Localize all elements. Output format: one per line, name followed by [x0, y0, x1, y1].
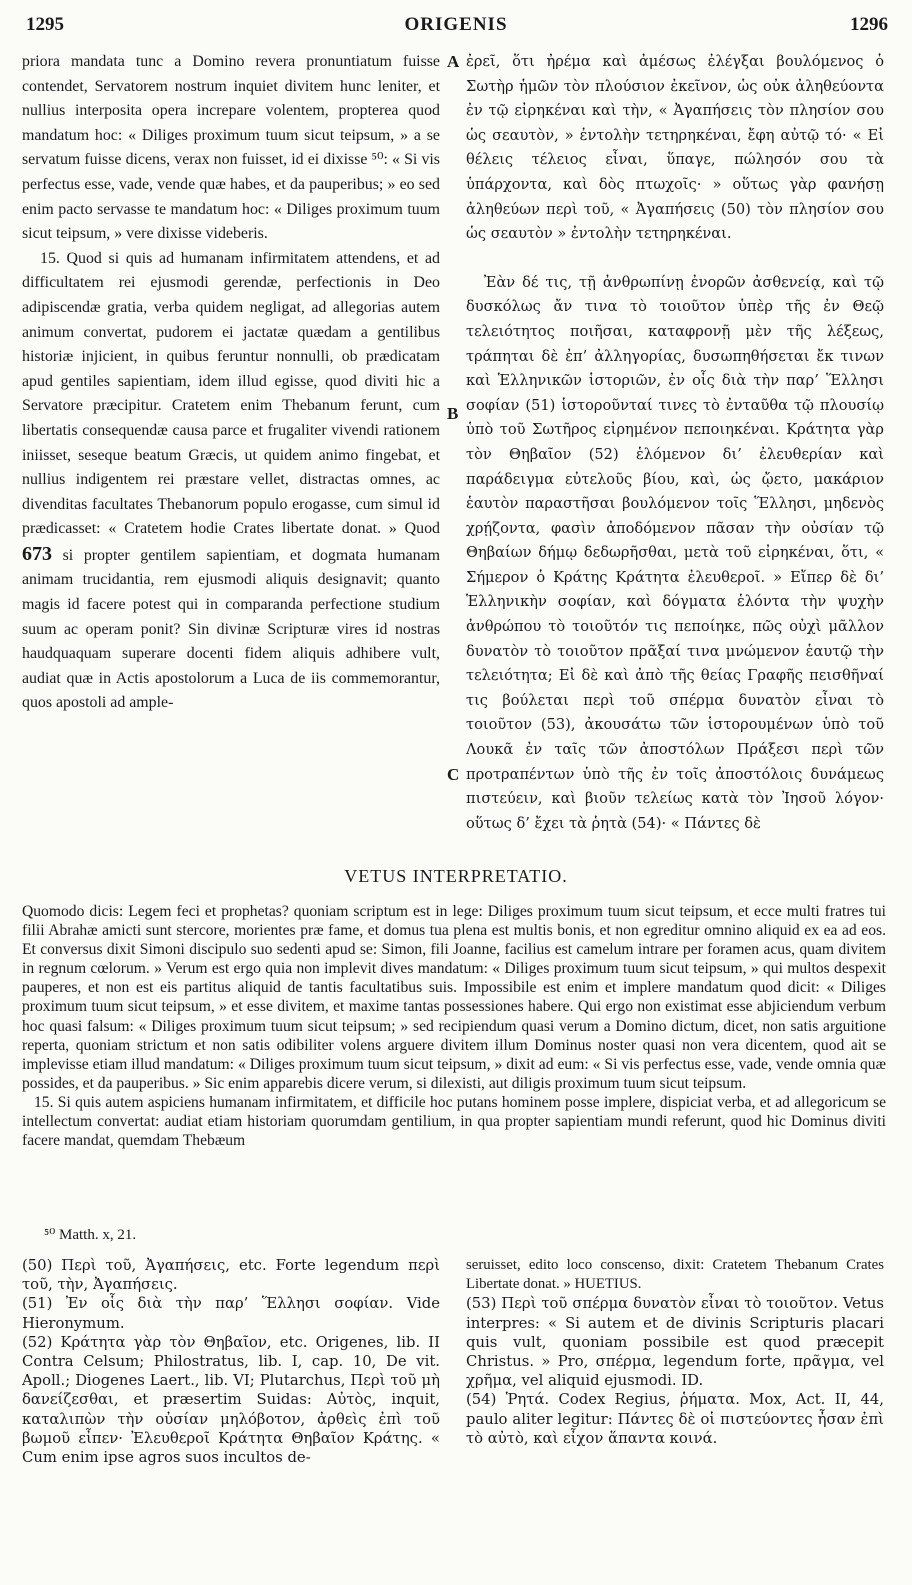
margin-column-number: 673 — [22, 542, 52, 565]
greek-paragraph-2: Ἐὰν δέ τις, τῇ ἀνθρωπίνῃ ἐνορῶν ἀσθενείᾳ, καὶ τῷ δυσκόλως ἄν τινα τὸ τοιοῦτον ὑπὲρ τῆς ἐν Θεῷ τελειότητος ποιῆσαι, καταφρονῇ μὲν τῆς λέξεως, τράπηται δὲ ἐπ’ ἀλληγορίας, δυσωπηθήσεται ἔκ τινων καὶ Ἑλληνικῶν ἱστοριῶν, ἐν οἷς διὰ τὴν παρ’ Ἕλλησι σοφίαν (51) ἱστοροῦνταί τινες τὸ ἐνταῦθα τῷ πλουσίῳ ὑπὸ τοῦ Σωτῆρος εἰρημένον πεποιηκέναι. Κράτητα γὰρ τὸν Θηβαῖον (52) ἑλόμενον δι’ ἐλευθερίαν καὶ παράδειγμα εὐτελοῦς βίου, καὶ, ὡς ᾤετο, μακάριον ἑαυτὸν παραστῆσαι βουλόμενον τοῖς Ἕλλησι, μηδενὸς χρῄζοντα, φασὶν ἀποδόμενον πᾶσαν τὴν οὐσίαν τῷ Θηβαίων δήμῳ δεδωρῆσθαι, μετὰ τοῦ εἰρηκέναι, ὅτι, « Σήμερον ὁ Κράτης Κράτητα ἐλευθεροῖ. » Εἴπερ δὲ δι’ Ἑλληνικὴν σοφίαν, καὶ δόγματα ἑλόντα τὴν ψυχὴν ἀνθρώπου τὸ τοιοῦτόν τις πεποίηκε, πῶς οὐχὶ μᾶλλον δυνατὸν τὸ τοιοῦτον πρᾶξαί τινα μνώμενον ἑαυτῷ τὴν τελειότητα; Εἰ δὲ καὶ ἀπὸ τῆς θείας Γραφῆς πεισθῆναί τις βούλεται περὶ τοῦ σπέρμα δυνατὸν εἶναι τὸ τοιοῦτον (53), ἀκουσάτω τῶν ἱστορουμένων ὑπὸ τοῦ Λουκᾶ ἐν ταῖς τῶν ἀποστόλων Πράξεσι περὶ τῶν προτραπέντων ὑπὸ τῆς ἐν τοῖς ἀποστόλοις δυνάμεως πιστεύειν, καὶ βιοῦν τελείως κατὰ τὸν Ἰησοῦ λόγον· οὕτως δ’ ἔχει τὰ ῥητὰ (54)· « Πάντες δὲ — [466, 273, 884, 832]
note-50: (50) Περὶ τοῦ, Ἀγαπήσεις, etc. Forte legendum περὶ τοῦ, τὴν, Ἀγαπήσεις. — [22, 1257, 440, 1294]
running-title: ORIGENIS — [404, 14, 508, 35]
greek-column — [466, 50, 884, 836]
vetus-interpretatio-title: VETUS INTERPRETATIO. — [344, 866, 568, 886]
latin-paragraph-2-text-a: 15. Quod si quis ad humanam infirmitatem attendens, et ad difficultatem rei ejusmodi gerendæ, perfectionis in Deo adipiscendæ gratia, verba quidem negligat, ad allegorias autem animum convertat, pudorem ei jactatæ quædam a gentilibus historiæ injicient, in quibus feruntur nonnulli, ob prædicatam apud gentiles sapientiam, idem illud egisse, quod diviti hic a Servatore præcipitur. Cratetem enim Thebanum ferunt, cum libertatis consequendæ causa parce et frugaliter vivendi rationem iniisset, seseque beatum Græcis, ut quidem animo fingebat, et nullius indigentem rei præstare vellet, distractas omnes, ac divenditas facultates Thebanorum populo erogasse, cum simul id prædicasset: « Cratetem hodie Crates libertate donat. » Quod — [22, 249, 440, 538]
notes-left-column — [22, 1256, 440, 1467]
footnote-50-reference: ⁵⁰ Matth. x, 21. — [44, 1227, 137, 1243]
note-53: (53) Περὶ τοῦ σπέρμα δυνατὸν εἶναι τὸ τοιοῦτον. Vetus interpres: « Si autem et de divinis Scripturis placari quis vult, quoniam possibile est quod præcepit Christus. » Pro, σπέρμα, legendum forte, πρᾶγμα, vel χρῆμα, vel aliquid ejusmodi. ID. — [466, 1295, 884, 1390]
latin-column — [22, 50, 440, 716]
note-52-continuation: seruisset, edito loco conscenso, dixit: Cratetem Thebanum Crates Libertate donat. » HUETIUS. — [466, 1257, 884, 1293]
latin-paragraph-2-start — [22, 247, 440, 716]
right-page-number: 1296 — [850, 14, 888, 35]
section-marker-b: B — [447, 404, 459, 423]
note-52: (52) Κράτητα γὰρ τὸν Θηβαῖον, etc. Origenes, lib. II Contra Celsum; Philostratus, lib. I, cap. 10, De vit. Apoll.; Diogenes Laert., lib. VI; Plutarchus, Περὶ τοῦ μὴ δανείζεσθαι, et præsertim Suidas: Αὐτὸς, inquit, καταλιπὼν τὴν οὐσίαν μηλόβοτον, ἀρθεὶς ἐπὶ τοῦ βωμοῦ εἶπεν· Ἐλευθεροῖ Κράτητα Θηβαῖον Κράτης. « Cum enim ipse agros suos incultos de- — [22, 1333, 440, 1467]
vetus-paragraph-1: Quomodo dicis: Legem feci et prophetas? quoniam scriptum est in lege: Diliges proximum tuum sicut teipsum, et ecce multi fratres tui filii Abrahæ amicti sunt stercore, morientes præ fame, et domus tua plena est multis bonis, et non egreditur omnino aliquid ex ea ad eos. Et conversus dixit Simoni discipulo suo sedenti apud se: Simon, fili Joanne, facilius est camelum intrare per foramen acus, quam divitem in regnum cœlorum. » Verum est ergo quia non implevit dives mandatum: « Diliges proximum tuum sicut teipsum, » qui multos despexit pauperes, et non est eis partitus aliquid de tantis facultatibus suis. Impossibile est enim et implere mandatum quod dicit: « Diliges proximum tuum sicut teipsum, » et esse divitem, et maxime tantas possessiones habere. Qui ergo non existimat esse abjiciendum verbum hoc quasi falsum: « Diliges proximum tuum sicut teipsum; » sed recipiendum quasi verum a Domino dictum, dicet, non satis arguitione reperta, quoniam strictum et non satis odibiliter volens arguere divitem illum Dominus noster quasi non vera dicentem, quod ait se implevisse etiam illud mandatum: « Diliges proximum tuum sicut teipsum, » dixit ad eum: « Si vis perfectus esse, vade, vende omnia quæ possides, et da pauperibus. » Sic enim apparebis dicere verum, si dilexisti, aut diligis proximum tuum sicut teipsum. — [22, 903, 886, 1092]
vetus-interpretatio-text — [22, 902, 886, 1150]
latin-paragraph-1: priora mandata tunc a Domino revera pronuntiatum fuisse contendet, Servatorem nostrum inquiet divitem hunc leniter, et nullius interposita opera increpare volentem, propterea quod mandatum hoc: « Diliges proximum tuum sicut teipsum, » a se servatum fuisse dicens, verax non fuisset, id ei dixisse ⁵⁰: « Si vis perfectus esse, vade, vende quæ habes, et da pauperibus; » eo sed enim pacto servasse te mandatum hoc: « Diliges proximum tuum sicut teipsum, » vere dixisse videberis. — [22, 53, 440, 243]
latin-paragraph-2-text-b: si propter gentilem sapientiam, et dogmata humanam animam trucidantia, rem ejusmodi aliquis designavit; quanto magis id facere potest qui in comparanda perfectione studium suum ac operam ponit? Sin divinæ Scripturæ vires id nostras haudquaquam superare docenti fidem aliquis adhibere vult, audiat quæ in Actis apostolorum a Luca de iis commemorantur, quos apostoli ad ample- — [22, 546, 440, 712]
left-page-number: 1295 — [26, 14, 64, 35]
section-marker-a: A — [447, 52, 460, 71]
section-marker-c: C — [447, 765, 460, 784]
note-51: (51) Ἐν οἷς διὰ τὴν παρ’ Ἕλλησι σοφίαν. Vide Hieronymum. — [22, 1295, 440, 1332]
notes-right-column — [466, 1256, 884, 1448]
note-54: (54) Ῥητά. Codex Regius, ῥήματα. Mox, Act. II, 44, paulo aliter legitur: Πάντες δὲ οἱ πιστεύοντες ἦσαν ἐπὶ τὸ αὐτὸ, καὶ εἶχον ἅπαντα κοινά. — [466, 1391, 884, 1447]
greek-paragraph-1: ἐρεῖ, ὅτι ἠρέμα καὶ ἀμέσως ἐλέγξαι βουλόμενος ὁ Σωτὴρ ἡμῶν τὸν πλούσιον ἐκεῖνον, ὡς οὐκ ἀληθεύοντα ἐν τῷ εἰρηκέναι καὶ τὴν, « Ἀγαπήσεις τὸν πλησίον σου ὡς σεαυτὸν, » ἐντολὴν τετηρηκέναι, ἔφη αὐτῷ τό· « Εἰ θέλεις τέλειος εἶναι, ὕπαγε, πώλησόν σου τὰ ὑπάρχοντα, καὶ δὸς πτωχοῖς· » οὕτως γὰρ φανήσῃ ἀληθεύων περὶ τοῦ, « Ἀγαπήσεις (50) τὸν πλησίον σου ὡς σεαυτὸν » ἐντολὴν τετηρηκέναι. — [466, 53, 884, 243]
page-header — [0, 14, 912, 42]
vetus-paragraph-2: 15. Si quis autem aspiciens humanam infirmitatem, et difficile hoc putans hominem posse implere, dispiciat verba, et ad allegoricum se intellectum convertat: audiat etiam historiam quorumdam gentilium, in qua propter sapientiam mundi referunt, quod hic Dominus diviti facere mandat, quemdam Thebæum — [22, 1093, 886, 1150]
